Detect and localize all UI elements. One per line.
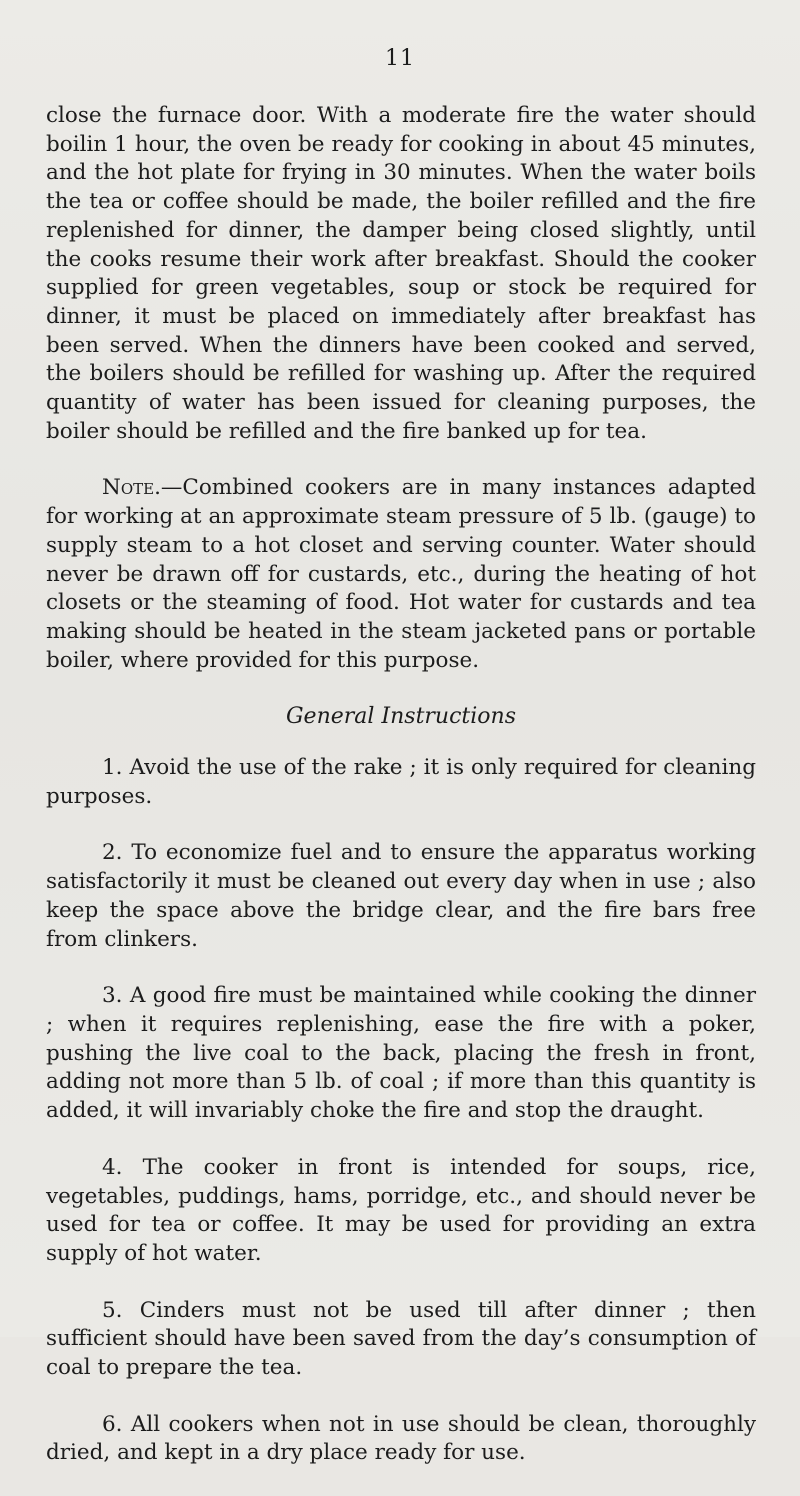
note-text: —Combined cookers are in many instances adapted for working at an approximate steam pressure of 5 lb. (gauge) to supply steam to a hot closet and serving counter. Water should never be drawn off for custards, etc., during the heating of hot closets or the steaming of food. Hot water for custards and tea making should be heated in the steam jacketed pans or portable boiler, where provided for this purpose. <box>46 475 756 673</box>
instruction-4: 4. The cooker in front is intended for soups, rice, vegetables, puddings, hams, porridge, etc., and should never be used for tea or coffee. It may be used for providing an extra supply of hot water. <box>46 1154 756 1266</box>
note-paragraph <box>46 474 756 675</box>
page-number: 11 <box>385 46 415 71</box>
instruction-2: 2. To economize fuel and to ensure the apparatus working satisfactorily it must be cleaned out every day when in use ; also keep the space above the bridge clear, and the fire bars free from clinkers. <box>46 840 756 952</box>
page-content <box>46 102 756 1496</box>
instruction-5: 5. Cinders must not be used till after dinner ; then sufficient should have been saved from the day’s consumption of coal to prepare the tea. <box>46 1297 756 1381</box>
intro-paragraph: close the furnace door. With a moderate fire the water should boilin 1 hour, the oven be ready for cooking in about 45 minutes, and the hot plate for frying in 30 minutes. When the water boils the tea or coffee should be made, the boiler refilled and the fire replenished for dinner, the damper being closed slightly, until the cooks resume their work after breakfast. Should the cooker supplied for green vegetables, soup or stock be required for dinner, it must be placed on immediately after breakfast has been served. When the dinners have been cooked and served, the boilers should be refilled for washing up. After the required quantity of water has been issued for cleaning purposes, the boiler should be refilled and the fire banked up for tea. <box>46 103 756 444</box>
instruction-3: 3. A good fire must be maintained while cooking the dinner ; when it requires replenishing, ease the fire with a poker, pushing the live coal to the back, placing the fresh in front, adding not more than 5 lb. of coal ; if more than this quantity is added, it will invariably choke the fire and stop the draught. <box>46 983 756 1124</box>
note-label: Note. <box>102 475 161 501</box>
section-heading: General Instructions <box>285 704 517 730</box>
instruction-1: 1. Avoid the use of the rake ; it is only required for cleaning purposes. <box>46 755 756 809</box>
instruction-6: 6. All cookers when not in use should be clean, thoroughly dried, and kept in a dry place ready for use. <box>46 1411 756 1466</box>
